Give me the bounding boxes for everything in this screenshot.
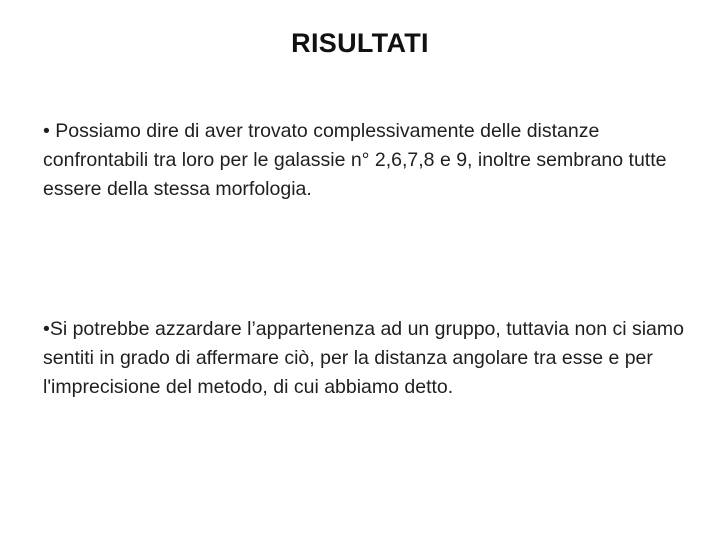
bullet-paragraph-2: •Si potrebbe azzardare l’appartenenza ad un gruppo, tuttavia non ci siamo sentiti in grado di affermare ciò, per la distanza angolare tra esse e per l'imprecisione del metodo, di cui abbiamo detto. [43, 318, 684, 398]
slide-title: RISULTATI [291, 28, 429, 58]
bullet-paragraph-1: • Possiamo dire di aver trovato complessivamente delle distanze confrontabili tra loro per le galassie n° 2,6,7,8 e 9, inoltre sembrano tutte essere della stessa morfologia. [43, 120, 667, 200]
